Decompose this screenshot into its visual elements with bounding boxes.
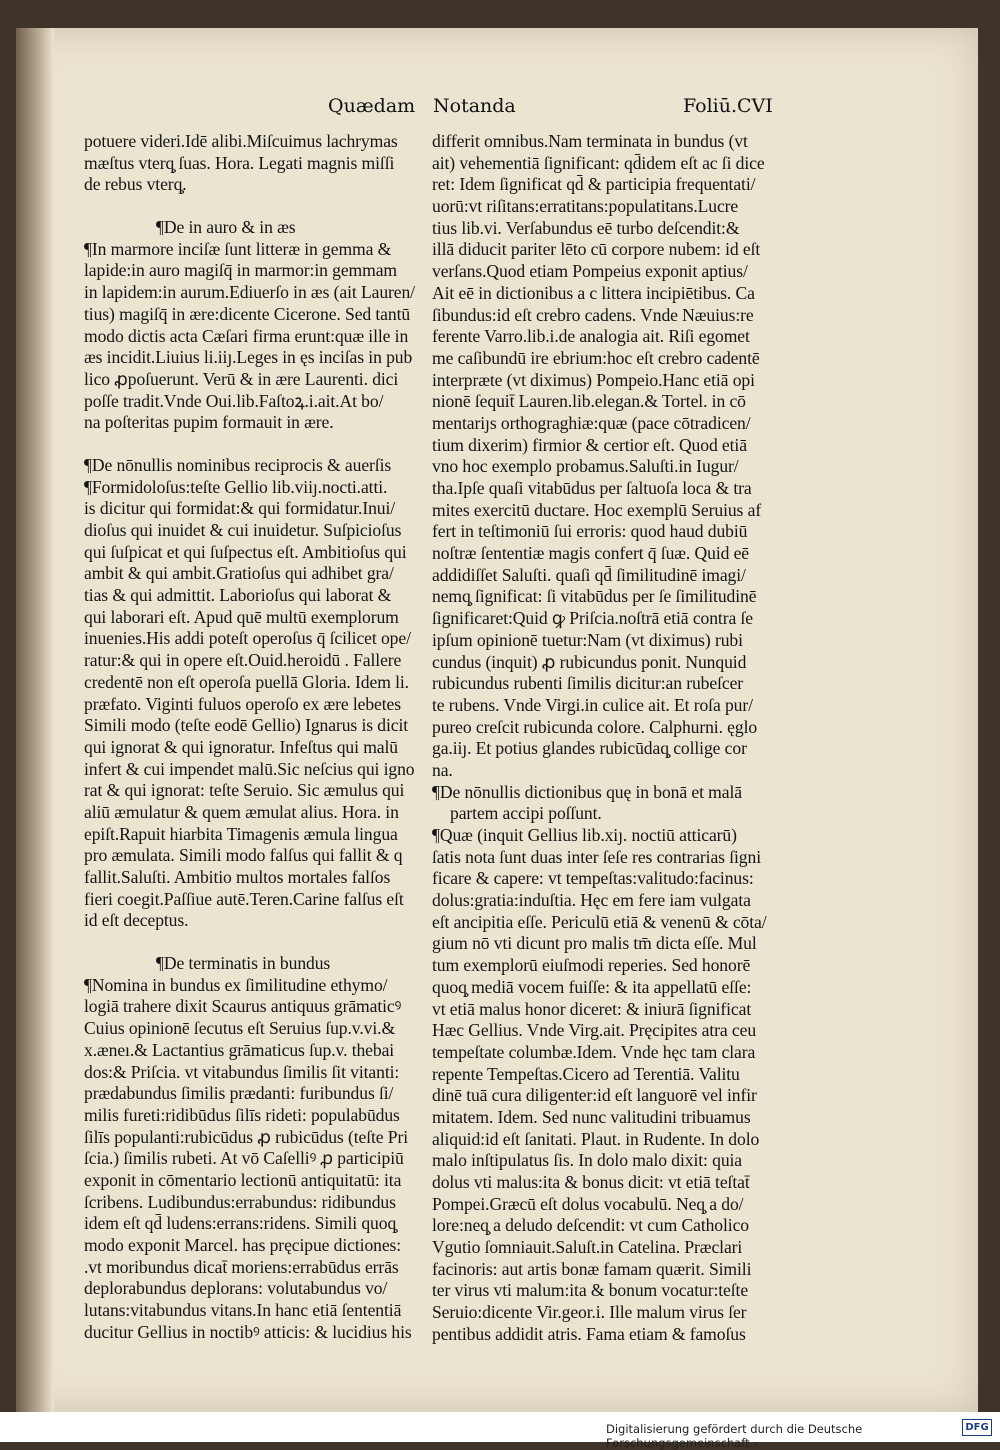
text-line: logiā trahere dixit Scaurus antiquus grāmaticꝰ <box>84 996 402 1017</box>
text-line: ¶Formidoloſus:teſte Gellio lib.viiȷ.nocti.atti. <box>84 476 388 497</box>
text-line: mæſtus vterq̧ ſuas. Hora. Legati magnis miſſi <box>84 152 395 173</box>
text-line: ficare & capere: vt tempeſtas:valitudo:facinus: <box>432 868 754 889</box>
text-line: exponit in cōmentario lectionū antiquitatū: ita <box>84 1169 402 1190</box>
text-line: nionē ſequit̄ Lauren.lib.elegan.& Tortel. in cō <box>432 391 746 412</box>
text-line: x.æneı.& Lactantius grāmaticus ſup.v. thebai <box>84 1039 395 1060</box>
text-line: uorū:vt riſitans:erratitans:populatitans.Lucre <box>432 196 739 217</box>
section-heading: ¶De in auro & in æs <box>156 217 296 238</box>
text-line: na poſteritas pupim formauit in ære. <box>84 412 334 433</box>
folio-number: Foliū.CVI <box>683 95 773 117</box>
text-line: tium dixerim) firmior & certior eſt. Quod etiā <box>432 434 747 455</box>
text-line: addidiſſet Saluſti. quaſi qd̄ ſimilitudinē imagi/ <box>432 564 746 585</box>
text-line: ¶De nōnullis dictionibus quę in bonā et malā <box>432 781 742 802</box>
text-line: vt etiā malus honor diceret: & iniurā ſignificat <box>432 998 752 1019</box>
text-line: prædabundus ſimilis prædanti: furibundus ſi/ <box>84 1083 394 1104</box>
text-line: te rubens. Vnde Virgi.in culice ait. Et roſa pur/ <box>432 694 753 715</box>
text-line: ſignificaret:Quid ꝙ Priſcia.noſtrā etiā contra ſe <box>432 608 753 629</box>
text-line: facinoris: aut artis bonæ famam quærit. Simili <box>432 1258 752 1279</box>
page-gutter-shadow <box>16 28 54 1412</box>
text-line: lico ꝓpoſuerunt. Verū & in ære Laurenti. dici <box>84 368 399 389</box>
text-line: aliquid:id eſt ſanitati. Plaut. in Rudente. In dolo <box>432 1128 760 1149</box>
text-line: dioſus qui inuidet & cui inuidetur. Suſpicioſus <box>84 520 402 540</box>
text-line: vno hoc exemplo probamus.Saluſti.in Iugur/ <box>432 456 739 477</box>
text-line: cundus (inquit) ꝓ rubicundus ponit. Nunquid <box>432 651 747 672</box>
text-line: pureo creſcit rubicunda colore. Calphurni. ęglo <box>432 716 758 737</box>
text-line: Cuius opinionē ſecutus eſt Seruius ſup.v.vi.& <box>84 1018 396 1039</box>
text-line: noſtræ ſententiæ magis confert q̄ ſuæ. Quid eē <box>432 543 750 564</box>
text-line: pentibus addidit atris. Fama etiam & famoſus <box>432 1323 746 1344</box>
text-line: partem accipi poſſunt. <box>450 803 602 824</box>
running-head-left: Quædam <box>328 95 416 117</box>
text-line: differit omnibus.Nam terminata in bundus (vt <box>432 131 748 151</box>
text-line: ret: Idem ſignificat qd̄ & participia frequentati/ <box>432 174 756 195</box>
text-line: de rebus vterq̧. <box>84 174 187 195</box>
text-line: mites exercitū ductare. Hoc exemplū Seruius af <box>432 499 762 520</box>
text-line: tias & qui admittit. Laborioſus qui laborat & <box>84 585 392 606</box>
text-line: epiſt.Rapuit hiarbita Timagenis æmula lingua <box>84 823 398 844</box>
text-line: Pompei.Græcū eſt dolus vocabulū. Neq̧ a do/ <box>432 1193 744 1214</box>
text-line: ¶De nōnullis nominibus reciprocis & auerſis <box>84 454 392 475</box>
text-line: ſcia.) ſimilis rubeti. At vō Caſelliꝰ ꝓ participiū <box>84 1148 404 1169</box>
funding-notice: Digitalisierung gefördert durch die Deutsche Forschungsgemeinschaft - <box>606 1422 863 1450</box>
dfg-logo: DFG <box>962 1419 992 1436</box>
text-line: lapide:in auro magiſq̄ in marmor:in gemmam <box>84 260 398 281</box>
text-line: tha.Ipſe quaſi vitabūdus per ſaltuoſa loca & tra <box>432 478 752 498</box>
text-line: is dicitur qui formidat:& qui formidatur.Inui/ <box>84 498 396 519</box>
text-line: Seruio:dicente Vir.geor.i. Ille malum virus ſer <box>432 1302 747 1323</box>
text-line: dos:& Priſcia. vt vitabundus ſimilis ſit vitanti: <box>84 1061 400 1082</box>
text-line: tempeſtate columbæ.Idem. Vnde hęc tam clara <box>432 1041 756 1062</box>
text-line: gium nō vti dicunt pro malis tm̄ dicta eſſe. Mul <box>432 933 757 954</box>
text-line: inuenies.His addi poteſt operoſus q̄ ſcilicet ope/ <box>84 628 411 649</box>
text-line: eſt ancipitia eſſe. Periculū etiā & venenū & cōta/ <box>432 911 767 932</box>
text-line: pro æmulata. Simili modo falſus qui fallit & q <box>84 845 403 866</box>
text-line: Simili modo (teſte eodē Gellio) Ignarus is dicit <box>84 715 409 736</box>
text-line: repente Tempeſtas.Cicero ad Terentiā. Valitu <box>432 1063 740 1084</box>
text-line: modo exponit Marcel. has pręcipue dictiones: <box>84 1235 402 1255</box>
text-line: verſans.Quod etiam Pompeius exponit aptius/ <box>432 261 748 282</box>
text-line: qui ſuſpicat et qui ſuſpectus eſt. Ambitioſus qui <box>84 541 407 562</box>
text-line: poſſe tradit.Vnde Oui.lib.Faſtoꝝ.i.ait.At bo/ <box>84 390 384 411</box>
section-heading: ¶De terminatis in bundus <box>156 953 331 974</box>
text-line: Vgutio ſomniauit.Saluſt.in Catelina. Præclari <box>432 1237 743 1258</box>
text-line: ſatis nota ſunt duas inter ſeſe res contrarias ſigni <box>432 846 761 867</box>
line-gap <box>84 434 415 455</box>
text-line: ſilīs populanti:rubicūdus ꝓ rubicūdus (teſte Pri <box>84 1126 409 1147</box>
text-line: ratur:& qui in opere eſt.Ouid.heroidū . Fallere <box>84 650 402 671</box>
text-line: dinē tuā cura diligenter:id eſt languorē vel infir <box>432 1085 757 1106</box>
text-line: præfato. Viginti fuluos operoſo ex ære lebetes <box>84 693 401 714</box>
text-line: ferente Varro.lib.i.de analogia ait. Riſi egomet <box>432 326 750 347</box>
text-line: lutans:vitabundus vitans.In hanc etiā ſententiā <box>84 1300 402 1321</box>
text-line: ¶In marmore inciſæ ſunt litteræ in gemma & <box>84 238 392 259</box>
text-line: fieri coegit.Paſſiue autē.Teren.Carine falſus eſt <box>84 888 404 909</box>
text-line: æs incidit.Liuius li.iiȷ.Leges in ęs inciſas in pub <box>84 347 413 368</box>
text-line: quoq̧ mediā vocem fuiſſe: & ita appellatū eſſe: <box>432 976 752 997</box>
text-line: mitatem. Idem. Sed nunc valitudini tribuamus <box>432 1106 751 1127</box>
text-line: illā diducit pariter lēto cū corpore nubem: id eſt <box>432 239 761 260</box>
left-text-column <box>84 131 415 1343</box>
text-line: modo dictis acta Cæſari firma erunt:quæ ille in <box>84 325 409 346</box>
text-line: lore:neq̧ a deludo deſcendit: vt cum Catholico <box>432 1215 749 1236</box>
text-line: aliū æmulatur & quem æmulat alius. Hora. in <box>84 801 399 822</box>
text-line: idem eſt qd̄ ludens:errans:ridens. Simili quoq̧ <box>84 1213 397 1234</box>
text-line: fallit.Saluſti. Ambitio multos mortales falſos <box>84 867 391 887</box>
text-line: id eſt deceptus. <box>84 910 189 931</box>
right-text-column <box>432 131 767 1346</box>
text-line: tius lib.vi. Verſabundus eē turbo deſcendit:& <box>432 217 740 238</box>
text-line: deplorabundus deplorans: volutabundus vo/ <box>84 1278 388 1299</box>
text-line: ipſum opinionē tuetur:Nam (vt diximus) rubi <box>432 629 743 650</box>
text-line: mentariȷs orthograghiæ:quæ (pace cōtradicen/ <box>432 412 751 433</box>
text-line: rubicundus rubenti ſimilis dicitur:an rubeſcer <box>432 673 744 694</box>
text-line: dolus:gratia:induſtia. Hęc em fere iam vulgata <box>432 890 751 911</box>
text-line: Hæc Gellius. Vnde Virg.ait. Pręcipites atra ceu <box>432 1020 757 1041</box>
text-line: in lapidem:in aurum.Ediuerſo in æs (ait Lauren/ <box>84 282 415 303</box>
text-line: ambit & qui ambit.Gratioſus qui adhibet gra/ <box>84 563 394 584</box>
text-line: .vt moribundus dicat̄ moriens:errabūdus errās <box>84 1256 399 1277</box>
text-line: ducitur Gellius in noctibꝰ atticis: & lucidius his <box>84 1321 412 1342</box>
text-line: milis fureti:ridibūdus ſilīs rideti: populabūdus <box>84 1104 400 1125</box>
text-line: infert & cui impendet malū.Sic neſcius qui igno <box>84 758 415 779</box>
line-gap <box>84 196 415 217</box>
text-line: ga.iiȷ. Et potius glandes rubicūdaq̧ collige cor <box>432 738 747 759</box>
text-line: tius) magiſq̄ in ære:dicente Cicerone. Sed tantū <box>84 303 411 324</box>
text-line: ſcribens. Ludibundus:errabundus: ridibundus <box>84 1191 396 1212</box>
text-line: na. <box>432 759 453 780</box>
text-line: credentē non eſt operoſa puellā Gloria. Idem li. <box>84 671 409 692</box>
text-line: dolus vti malus:ita & bonus dicit: vt etiā teſtat̄ <box>432 1172 750 1192</box>
text-line: ter virus vti malum:ita & bonum vocatur:teſte <box>432 1280 749 1301</box>
text-line: qui laborari eſt. Apud quē multū exemplorum <box>84 606 399 627</box>
text-line: ait) vehementiā ſignificant: qd̄idem eſt ac ſi dice <box>432 152 765 173</box>
text-line: ſibundus:id eſt crebro cadens. Vnde Næuius:re <box>432 304 754 325</box>
line-gap <box>84 932 415 953</box>
text-line: Ait eē in dictionibus a c littera incipiētibus. Ca <box>432 282 755 303</box>
text-line: fert in teſtimoniū ſui erroris: quod haud dubiū <box>432 521 748 542</box>
text-line: me caſibundū ire ebrium:hoc eſt crebro cadentē <box>432 347 760 368</box>
text-line: malo inſtipulatus ſis. In dolo malo dixit: quia <box>432 1150 743 1171</box>
text-line: potuere videri.Idē alibi.Miſcuimus lachrymas <box>84 131 398 151</box>
text-line: tum exemplorū eiuſmodi reperies. Sed honorē <box>432 955 751 976</box>
text-line: interpræte (vt diximus) Pompeio.Hanc etiā opi <box>432 369 755 390</box>
text-line: ¶Nomina in bundus ex ſimilitudine ethymo/ <box>84 974 388 995</box>
text-line: rat & qui ignorat: teſte Seruio. Sic æmulus qui <box>84 780 405 801</box>
text-line: ¶Quæ (inquit Gellius lib.xiȷ. noctiū atticarū) <box>432 825 737 845</box>
text-line: qui ignorat & qui ignoratur. Infeſtus qui malū <box>84 736 398 757</box>
text-line: nemq̧ ſignificat: ſi vitabūdus per ſe ſimilitudinē <box>432 586 757 607</box>
running-head-center: Notanda <box>433 95 516 117</box>
